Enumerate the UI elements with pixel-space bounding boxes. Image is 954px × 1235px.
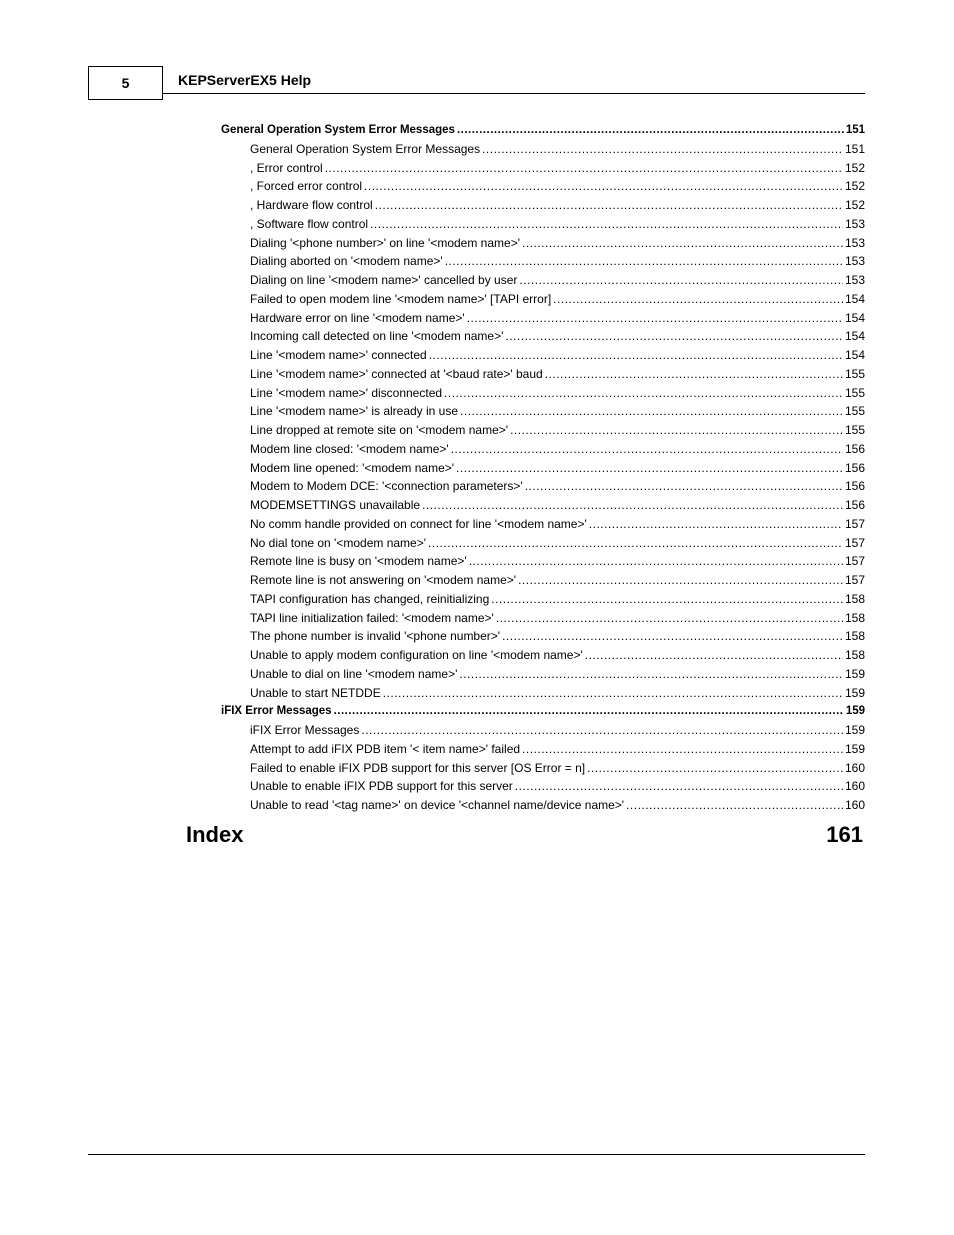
- dot-leader: [445, 252, 843, 271]
- toc-entry[interactable]: [221, 327, 865, 346]
- toc-entry[interactable]: [221, 159, 865, 178]
- toc-entry[interactable]: [221, 496, 865, 515]
- dot-leader: [467, 309, 843, 328]
- toc-entry[interactable]: [221, 402, 865, 421]
- toc-entry-label: Attempt to add iFIX PDB item '< item name>' failed: [250, 741, 521, 756]
- toc-entry[interactable]: [221, 777, 865, 796]
- dot-leader: [422, 496, 843, 515]
- toc-entry[interactable]: [221, 140, 865, 159]
- toc-entry-page: 153: [844, 216, 865, 231]
- toc-entry-page: 159: [844, 741, 865, 756]
- dot-leader: [459, 665, 843, 684]
- toc-entry-label: The phone number is invalid '<phone number>': [250, 629, 501, 644]
- toc-entry-page: 158: [844, 591, 865, 606]
- toc-entry-label: No dial tone on '<modem name>': [250, 535, 427, 550]
- toc-entry[interactable]: [221, 552, 865, 571]
- toc-entry-label: , Forced error control: [250, 179, 363, 194]
- dot-leader: [525, 477, 843, 496]
- footer-divider: [88, 1154, 865, 1155]
- toc-entry-label: iFIX Error Messages: [221, 705, 332, 718]
- toc-entry-page: 160: [844, 779, 865, 794]
- toc-entry-label: Line '<modem name>' is already in use: [250, 404, 459, 419]
- dot-leader: [334, 702, 844, 721]
- toc-entry[interactable]: [221, 740, 865, 759]
- toc-entry[interactable]: [221, 515, 865, 534]
- toc-entry[interactable]: [221, 534, 865, 553]
- dot-leader: [456, 459, 843, 478]
- toc-entry[interactable]: [221, 627, 865, 646]
- dot-leader: [587, 759, 843, 778]
- toc-entry-label: , Error control: [250, 160, 323, 175]
- toc-entry[interactable]: [221, 196, 865, 215]
- toc-entry[interactable]: [221, 365, 865, 384]
- dot-leader: [482, 140, 843, 159]
- toc-entry[interactable]: [221, 609, 865, 628]
- toc-entry[interactable]: [221, 796, 865, 815]
- toc-entry-page: 157: [844, 573, 865, 587]
- toc-entry-page: 156: [844, 498, 865, 512]
- toc-entry-page: 156: [844, 460, 865, 475]
- toc-entry-page: 154: [844, 329, 865, 344]
- toc-entry-page: 153: [844, 273, 865, 287]
- toc-entry-page: 158: [844, 610, 865, 625]
- toc-entry-label: Modem line opened: '<modem name>': [250, 460, 455, 475]
- toc-entry-page: 156: [844, 479, 865, 494]
- toc-entry-label: TAPI line initialization failed: '<modem name>': [250, 610, 494, 625]
- toc-entry[interactable]: [221, 215, 865, 234]
- toc-entry-page: 157: [844, 516, 865, 531]
- toc-entry-page: 154: [844, 291, 865, 306]
- toc-entry-page: 151: [845, 124, 865, 136]
- dot-leader: [515, 777, 843, 796]
- toc-entry-label: Line '<modem name>' connected at '<baud rate>' baud: [250, 366, 543, 381]
- dot-leader: [444, 384, 843, 403]
- dot-leader: [428, 534, 843, 553]
- toc-entry-page: 151: [844, 141, 865, 156]
- dot-leader: [626, 796, 843, 815]
- toc-entry[interactable]: [221, 440, 865, 459]
- dot-leader: [383, 684, 843, 703]
- toc-section-entry[interactable]: [221, 121, 865, 140]
- toc-entry-label: Hardware error on line '<modem name>': [250, 310, 465, 325]
- dot-leader: [518, 571, 843, 590]
- dot-leader: [429, 346, 843, 365]
- toc-entry[interactable]: [221, 421, 865, 440]
- dot-leader: [469, 552, 843, 571]
- toc-entry-label: Remote line is not answering on '<modem name>': [250, 573, 517, 587]
- table-of-contents: [221, 121, 865, 815]
- toc-entry-page: 158: [844, 629, 865, 644]
- dot-leader: [325, 159, 843, 178]
- index-page-number[interactable]: 161: [826, 822, 863, 847]
- dot-leader: [496, 609, 843, 628]
- toc-entry-label: Dialing '<phone number>' on line '<modem name>': [250, 235, 520, 250]
- toc-entry[interactable]: [221, 346, 865, 365]
- dot-leader: [460, 402, 843, 421]
- toc-entry-label: Dialing aborted on '<modem name>': [250, 254, 443, 269]
- toc-entry-page: 159: [844, 685, 865, 700]
- document-title: KEPServerEX5 Help: [178, 72, 312, 88]
- dot-leader: [589, 515, 843, 534]
- toc-entry[interactable]: [221, 309, 865, 328]
- toc-entry-label: Unable to read '<tag name>' on device '<channel name/device name>': [250, 798, 625, 812]
- dot-leader: [491, 590, 843, 609]
- dot-leader: [553, 290, 843, 309]
- toc-entry[interactable]: [221, 477, 865, 496]
- toc-entry-label: MODEMSETTINGS unavailable: [250, 498, 421, 512]
- toc-entry-label: Line '<modem name>' connected: [250, 348, 427, 362]
- toc-entry[interactable]: [221, 646, 865, 665]
- toc-entry-label: Unable to start NETDDE: [250, 685, 381, 700]
- toc-entry-label: Unable to apply modem configuration on line '<modem name>': [250, 648, 583, 662]
- toc-entry-page: 159: [844, 723, 865, 737]
- toc-entry-label: General Operation System Error Messages: [221, 124, 455, 136]
- toc-entry-page: 153: [844, 254, 865, 269]
- toc-entry[interactable]: [221, 721, 865, 740]
- toc-entry[interactable]: [221, 571, 865, 590]
- dot-leader: [370, 215, 843, 234]
- toc-entry-label: Failed to open modem line '<modem name>' [TAPI error]: [250, 291, 552, 306]
- toc-entry-label: Failed to enable iFIX PDB support for this server [OS Error = n]: [250, 760, 586, 775]
- toc-entry-page: 157: [844, 554, 865, 569]
- toc-entry-label: iFIX Error Messages: [250, 723, 360, 737]
- toc-entry-page: 159: [845, 705, 865, 718]
- toc-entry-page: 154: [844, 310, 865, 325]
- toc-entry-page: 159: [844, 666, 865, 681]
- toc-entry-label: Remote line is busy on '<modem name>': [250, 554, 467, 569]
- toc-entry[interactable]: [221, 290, 865, 309]
- dot-leader: [375, 196, 843, 215]
- toc-entry[interactable]: [221, 177, 865, 196]
- toc-entry-page: 152: [844, 198, 865, 212]
- toc-entry-label: Unable to enable iFIX PDB support for this server: [250, 779, 513, 794]
- toc-entry-page: 155: [844, 423, 865, 437]
- toc-entry-label: Line '<modem name>' disconnected: [250, 385, 443, 400]
- toc-section-entry[interactable]: [221, 702, 865, 721]
- toc-entry-label: Line dropped at remote site on '<modem name>': [250, 423, 509, 437]
- dot-leader: [457, 121, 844, 140]
- toc-entry[interactable]: [221, 665, 865, 684]
- toc-entry-page: 157: [844, 535, 865, 550]
- toc-entry-page: 152: [844, 179, 865, 194]
- dot-leader: [510, 421, 843, 440]
- dot-leader: [545, 365, 843, 384]
- dot-leader: [585, 646, 843, 665]
- toc-entry-label: Unable to dial on line '<modem name>': [250, 666, 458, 681]
- dot-leader: [519, 271, 843, 290]
- page-number-box: [88, 66, 163, 100]
- toc-entry-page: 154: [844, 348, 865, 362]
- dot-leader: [364, 177, 843, 196]
- toc-entry-label: No comm handle provided on connect for line '<modem name>': [250, 516, 587, 531]
- toc-entry-page: 158: [844, 648, 865, 662]
- toc-entry-page: 155: [844, 366, 865, 381]
- toc-entry-page: 156: [844, 441, 865, 456]
- toc-entry[interactable]: [221, 384, 865, 403]
- toc-entry[interactable]: [221, 759, 865, 778]
- dot-leader: [451, 440, 843, 459]
- toc-entry[interactable]: [221, 684, 865, 703]
- toc-entry-label: Dialing on line '<modem name>' cancelled by user: [250, 273, 518, 287]
- toc-entry[interactable]: [221, 590, 865, 609]
- toc-entry-label: TAPI configuration has changed, reinitializing: [250, 591, 490, 606]
- toc-entry-page: 160: [844, 798, 865, 812]
- toc-entry[interactable]: [221, 271, 865, 290]
- dot-leader: [522, 234, 843, 253]
- toc-entry-label: , Hardware flow control: [250, 198, 373, 212]
- toc-entry-label: General Operation System Error Messages: [250, 141, 481, 156]
- toc-entry[interactable]: [221, 252, 865, 271]
- page-number: 5: [121, 75, 130, 91]
- toc-entry-page: 155: [844, 385, 865, 400]
- toc-entry-label: Modem line closed: '<modem name>': [250, 441, 449, 456]
- toc-entry[interactable]: [221, 234, 865, 253]
- dot-leader: [361, 721, 843, 740]
- dot-leader: [522, 740, 843, 759]
- toc-entry[interactable]: [221, 459, 865, 478]
- toc-entry-page: 152: [844, 160, 865, 175]
- toc-entry-label: Modem to Modem DCE: '<connection parameters>': [250, 479, 523, 494]
- toc-entry-page: 160: [844, 760, 865, 775]
- dot-leader: [502, 627, 843, 646]
- toc-entry-label: , Software flow control: [250, 216, 369, 231]
- dot-leader: [505, 327, 843, 346]
- index-heading[interactable]: Index: [186, 822, 244, 847]
- header-divider: [163, 93, 865, 94]
- toc-entry-page: 153: [844, 235, 865, 250]
- toc-entry-label: Incoming call detected on line '<modem name>': [250, 329, 504, 344]
- toc-entry-page: 155: [844, 404, 865, 419]
